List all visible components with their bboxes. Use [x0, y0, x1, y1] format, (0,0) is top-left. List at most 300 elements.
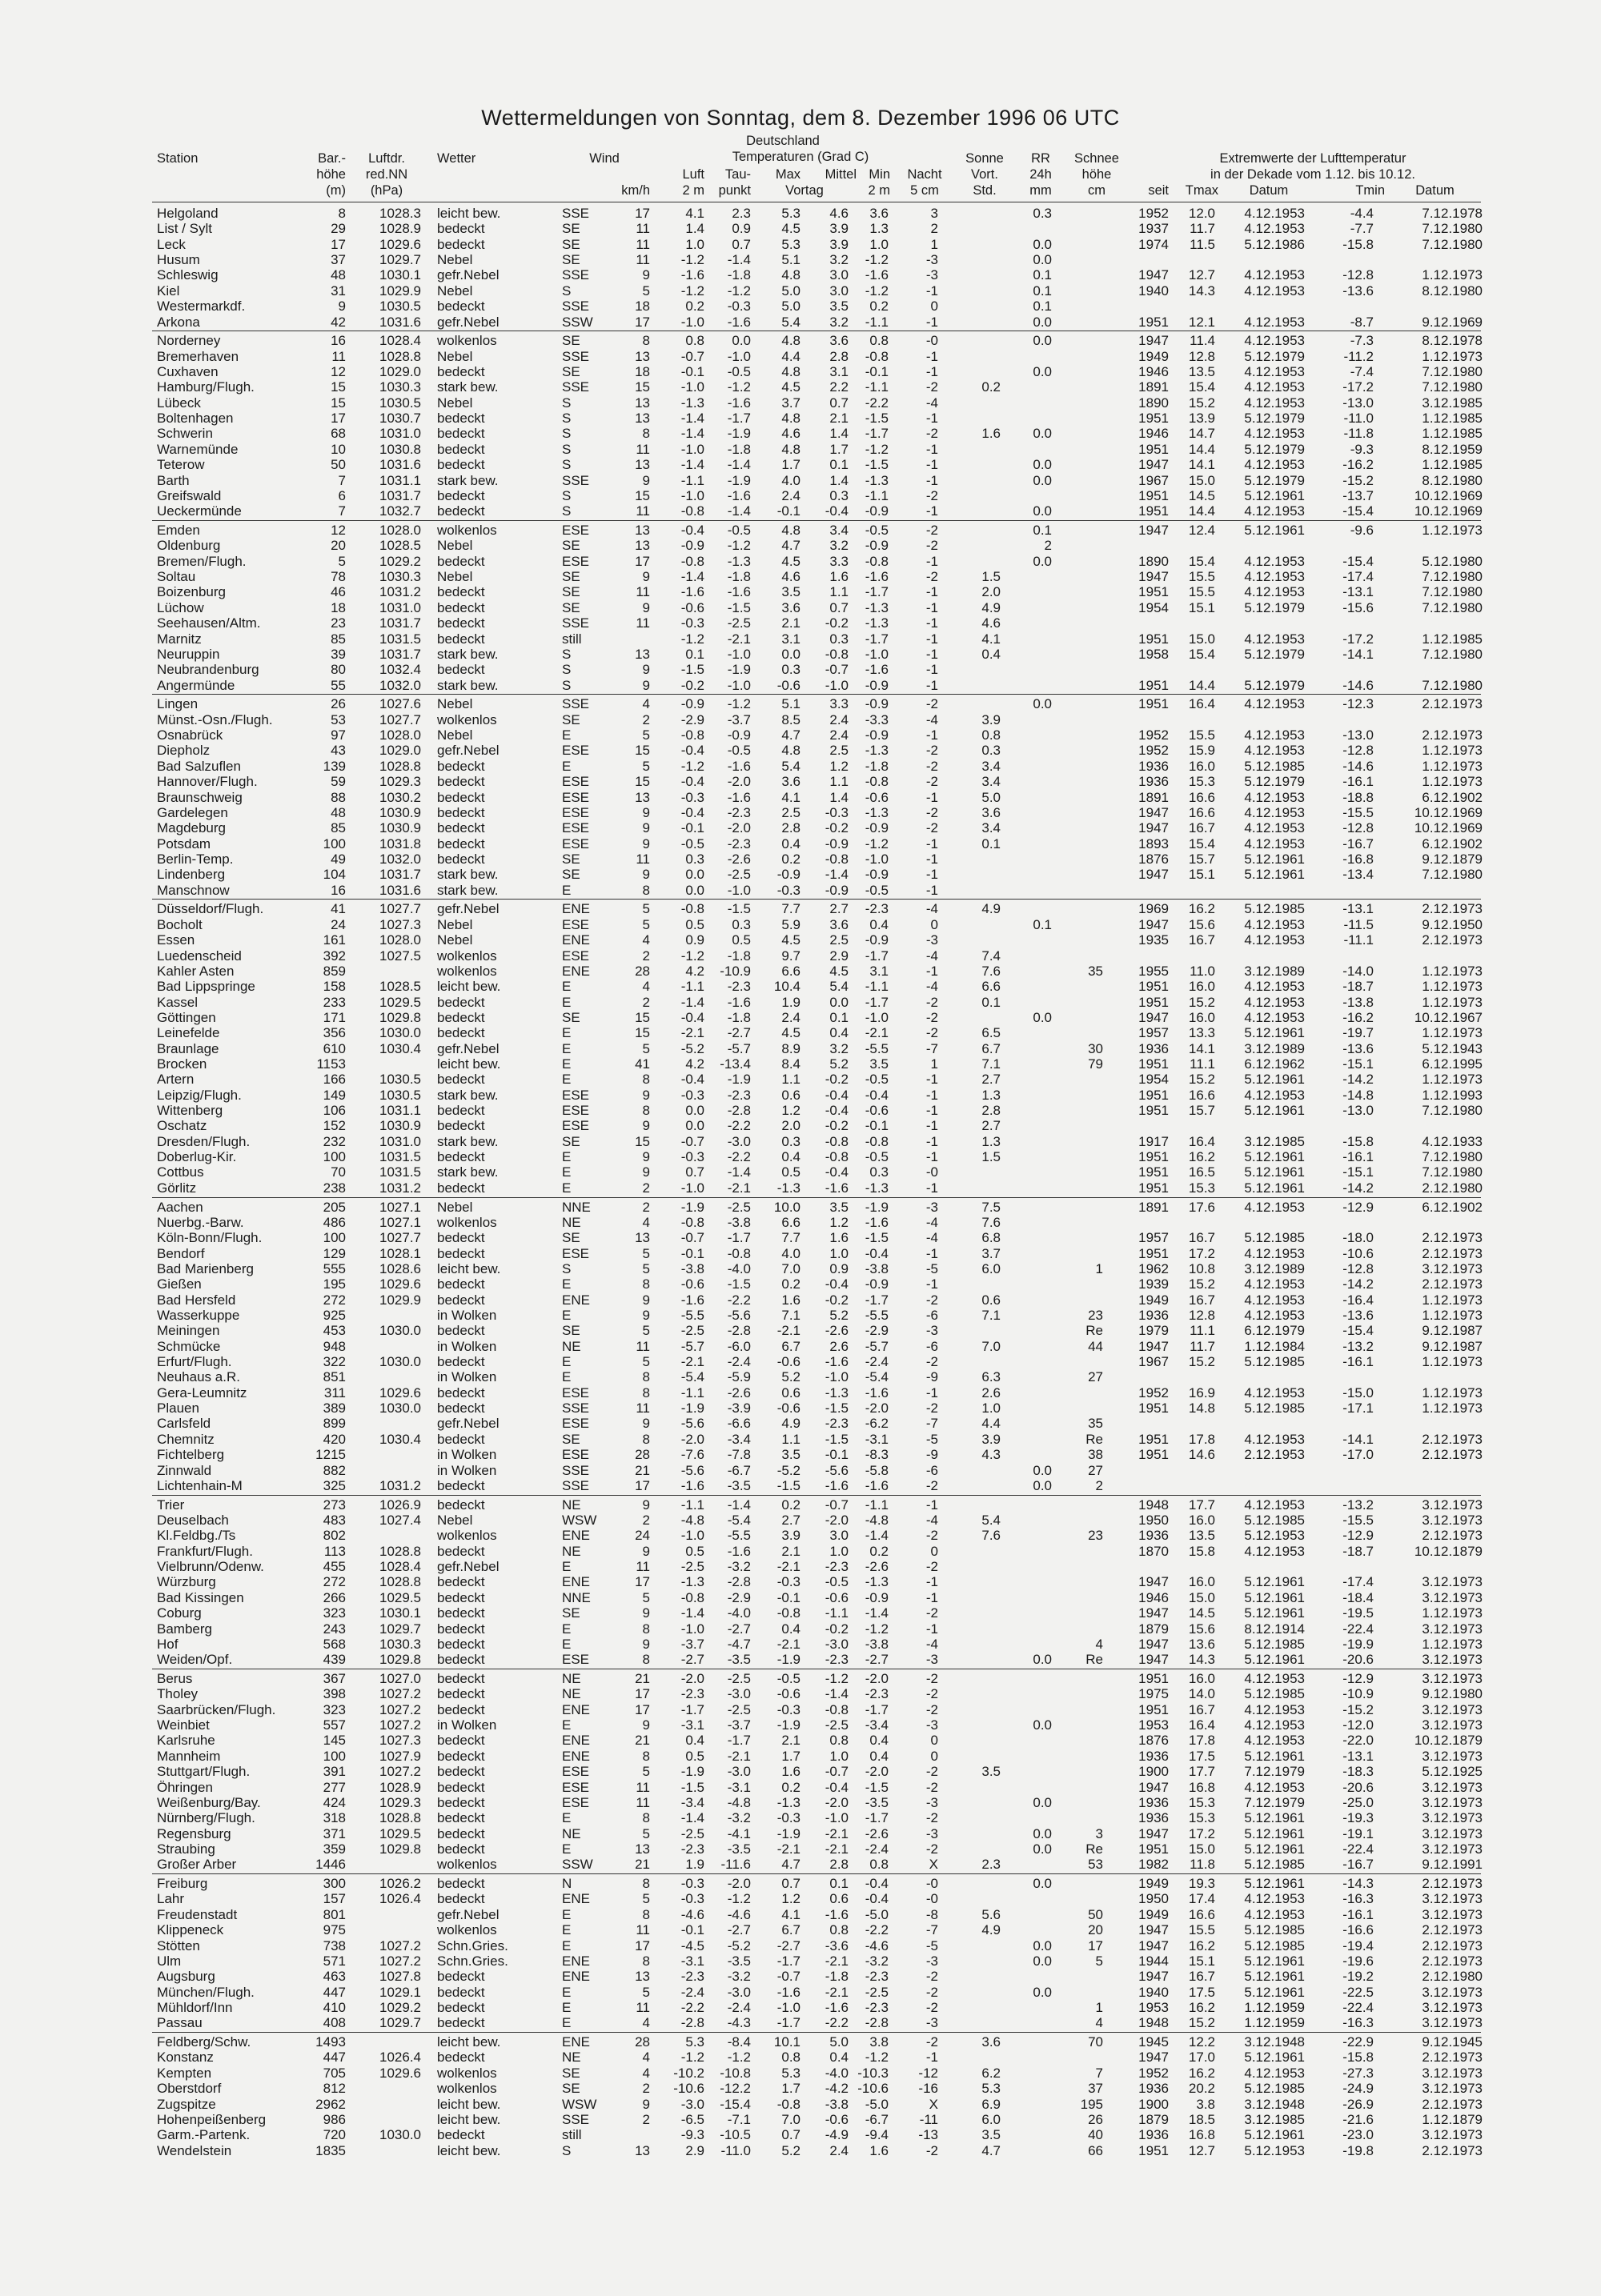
- cell-wetter: bedeckt: [437, 631, 485, 647]
- cell-max: -1.6: [776, 1984, 800, 2000]
- cell-luftdruck: 1027.6: [379, 696, 421, 712]
- cell-nacht: -2: [925, 1810, 938, 1826]
- cell-wetter: bedeckt: [437, 221, 485, 237]
- cell-luftdruck: 1030.9: [379, 804, 421, 820]
- cell-datum-max: 4.12.1953: [1244, 379, 1305, 395]
- cell-tmin: -15.2: [1342, 472, 1374, 488]
- cell-max: -1.0: [776, 1999, 800, 2015]
- cell-wind-dir: ENE: [562, 932, 590, 948]
- cell-station: Barth: [157, 472, 190, 488]
- cell-bar-hoehe: 205: [323, 1199, 346, 1215]
- header-dekade: in der Dekade vom 1.12. bis 10.12.: [1210, 167, 1415, 182]
- cell-wind-speed: 13: [635, 1969, 650, 1985]
- cell-taupunkt: 2.3: [732, 206, 751, 221]
- cell-sonne: 4.4: [981, 1416, 1001, 1432]
- cell-datum-min: 1.12.1973: [1422, 1605, 1483, 1621]
- cell-bar-hoehe: 39: [331, 646, 346, 662]
- cell-nacht: -1: [925, 1118, 938, 1134]
- cell-station: Cuxhaven: [157, 364, 219, 379]
- cell-taupunkt: -1.2: [727, 538, 751, 554]
- cell-luftdruck: 1029.8: [379, 1841, 421, 1857]
- cell-mittel: 2.8: [829, 348, 849, 364]
- cell-sonne: 7.6: [981, 1528, 1001, 1544]
- cell-tmin: -12.9: [1342, 1528, 1374, 1544]
- cell-max: 4.4: [781, 348, 800, 364]
- cell-schnee: 70: [1088, 2034, 1103, 2050]
- cell-station: Chemnitz: [157, 1431, 215, 1447]
- cell-datum-max: 5.12.1961: [1244, 1164, 1305, 1180]
- cell-tmin: -15.8: [1342, 2050, 1374, 2066]
- cell-nacht: -1: [925, 963, 938, 979]
- cell-luftdruck: 1027.1: [379, 1214, 421, 1230]
- cell-wind-speed: 9: [642, 1308, 650, 1323]
- cell-seit: 1979: [1138, 1323, 1169, 1339]
- cell-sonne: 5.3: [981, 2081, 1001, 2097]
- cell-bar-hoehe: 5: [338, 553, 346, 569]
- cell-tmin: -22.4: [1342, 1621, 1374, 1637]
- cell-sonne: 6.2: [981, 2065, 1001, 2081]
- cell-wetter: Nebel: [437, 348, 473, 364]
- cell-luft: -1.2: [680, 631, 704, 647]
- cell-min: -2.3: [865, 901, 889, 917]
- cell-station: Stötten: [157, 1937, 200, 1953]
- cell-wind-speed: 9: [642, 1149, 650, 1164]
- cell-wind-dir: ESE: [562, 948, 590, 964]
- cell-luftdruck: 1031.1: [379, 472, 421, 488]
- cell-station: Aachen: [157, 1199, 203, 1215]
- cell-taupunkt: -1.4: [727, 1164, 751, 1180]
- cell-mittel: 0.7: [829, 599, 849, 615]
- cell-wind-speed: 15: [635, 774, 650, 790]
- cell-seit: 1953: [1138, 1999, 1169, 2015]
- cell-datum-max: 5.12.1979: [1244, 348, 1305, 364]
- cell-wind-speed: 11: [636, 851, 650, 867]
- cell-taupunkt: -4.0: [727, 1605, 751, 1621]
- cell-station: Konstanz: [157, 2050, 214, 2066]
- cell-tmin: -15.5: [1342, 1513, 1374, 1528]
- cell-datum-max: 5.12.1961: [1244, 1876, 1305, 1892]
- cell-wetter: bedeckt: [437, 1748, 485, 1764]
- cell-max: 3.6: [781, 599, 800, 615]
- cell-station: Bad Marienberg: [157, 1260, 254, 1276]
- cell-datum-max: 4.12.1953: [1244, 1891, 1305, 1907]
- cell-wetter: bedeckt: [437, 662, 485, 678]
- cell-bar-hoehe: 10: [331, 441, 346, 457]
- cell-bar-hoehe: 17: [331, 411, 346, 427]
- cell-station: Ulm: [157, 1953, 182, 1969]
- cell-luft: -0.8: [680, 1214, 704, 1230]
- cell-min: -1.1: [865, 979, 889, 995]
- cell-wetter: bedeckt: [437, 299, 485, 315]
- header-vort: Vort.: [971, 167, 998, 182]
- cell-wind-dir: NE: [562, 1686, 581, 1702]
- cell-min: -1.5: [865, 1230, 889, 1246]
- cell-seit: 1876: [1138, 1733, 1169, 1749]
- cell-max: 1.9: [781, 994, 800, 1010]
- cell-nacht: -1: [925, 631, 938, 647]
- cell-wind-speed: 11: [636, 1922, 650, 1938]
- cell-datum-max: 5.12.1961: [1244, 1589, 1305, 1605]
- cell-taupunkt: -1.7: [727, 1733, 751, 1749]
- cell-luftdruck: 1030.2: [379, 789, 421, 805]
- cell-station: Wasserkuppe: [157, 1308, 240, 1323]
- cell-tmin: -23.0: [1342, 2127, 1374, 2143]
- cell-max: 0.2: [781, 1497, 800, 1513]
- cell-max: 4.8: [781, 441, 800, 457]
- cell-nacht: -1: [925, 1180, 938, 1196]
- cell-wind-dir: E: [562, 1354, 572, 1369]
- cell-datum-min: 8.12.1959: [1422, 441, 1483, 457]
- cell-nacht: -1: [925, 1621, 938, 1637]
- cell-max: 0.2: [781, 851, 800, 867]
- cell-nacht: -1: [925, 599, 938, 615]
- cell-wetter: bedeckt: [437, 1102, 485, 1118]
- cell-mittel: 1.6: [829, 569, 849, 585]
- cell-datum-max: 5.12.1979: [1244, 677, 1305, 693]
- cell-max: -0.1: [776, 1589, 800, 1605]
- cell-wind-dir: E: [562, 1180, 572, 1196]
- cell-luft: -1.3: [680, 395, 704, 411]
- cell-tmax: 16.9: [1188, 1384, 1215, 1400]
- header-rednn: red.NN: [365, 167, 408, 182]
- cell-nacht: 0: [930, 299, 938, 315]
- cell-nacht: -1: [925, 457, 938, 473]
- cell-schnee: 30: [1088, 1040, 1103, 1056]
- cell-nacht: -1: [925, 441, 938, 457]
- cell-tmin: -9.6: [1350, 523, 1374, 538]
- cell-luftdruck: 1031.2: [379, 1477, 421, 1493]
- cell-luft: -0.9: [680, 538, 704, 554]
- cell-min: -1.7: [865, 426, 889, 442]
- cell-mittel: 3.6: [829, 916, 849, 932]
- cell-min: -1.6: [865, 1477, 889, 1493]
- cell-max: 4.8: [781, 411, 800, 427]
- cell-nacht: -3: [925, 1323, 938, 1339]
- cell-station: Bad Hersfeld: [157, 1292, 236, 1308]
- cell-tmin: -13.1: [1342, 584, 1374, 600]
- cell-station: Großer Arber: [157, 1857, 237, 1873]
- cell-luft: -3.4: [680, 1794, 704, 1810]
- cell-bar-hoehe: 55: [331, 677, 346, 693]
- cell-luft: -0.1: [680, 364, 704, 379]
- cell-luftdruck: 1031.0: [379, 1133, 421, 1149]
- cell-luft: -1.5: [680, 1779, 704, 1795]
- cell-taupunkt: -1.9: [727, 472, 751, 488]
- cell-mittel: 0.4: [829, 1025, 849, 1041]
- cell-max: 4.7: [781, 727, 800, 743]
- cell-min: -5.7: [865, 1338, 889, 1354]
- cell-taupunkt: -2.7: [727, 1922, 751, 1938]
- cell-datum-max: 5.12.1985: [1244, 1857, 1305, 1873]
- cell-wind-dir: SSE: [562, 2111, 590, 2127]
- cell-datum-max: 4.12.1953: [1244, 1245, 1305, 1261]
- cell-seit: 1947: [1138, 2050, 1169, 2066]
- cell-seit: 1947: [1138, 1779, 1169, 1795]
- cell-min: -2.3: [865, 1999, 889, 2015]
- cell-datum-max: 5.12.1953: [1244, 2142, 1305, 2158]
- cell-wind-dir: E: [562, 1149, 572, 1164]
- cell-station: Doberlug-Kir.: [157, 1149, 237, 1164]
- cell-datum-max: 4.12.1953: [1244, 1292, 1305, 1308]
- cell-bar-hoehe: 277: [323, 1779, 346, 1795]
- cell-min: -1.4: [865, 1528, 889, 1544]
- cell-wind-speed: 8: [642, 1431, 650, 1447]
- cell-tmin: -17.4: [1342, 569, 1374, 585]
- cell-nacht: -2: [925, 1605, 938, 1621]
- cell-taupunkt: -1.9: [727, 1072, 751, 1088]
- cell-max: 4.1: [781, 1906, 800, 1922]
- cell-max: 3.7: [781, 395, 800, 411]
- cell-luftdruck: 1027.2: [379, 1717, 421, 1733]
- cell-wind-dir: SSE: [562, 615, 590, 631]
- cell-max: 8.5: [781, 711, 800, 727]
- cell-bar-hoehe: 129: [323, 1245, 346, 1261]
- cell-luft: 0.5: [685, 916, 704, 932]
- cell-min: -3.4: [865, 1717, 889, 1733]
- cell-datum-min: 2.12.1973: [1422, 1447, 1483, 1463]
- cell-luft: 0.0: [685, 1102, 704, 1118]
- cell-tmax: 14.8: [1188, 1400, 1215, 1416]
- cell-nacht: -2: [925, 696, 938, 712]
- cell-luft: -6.5: [680, 2111, 704, 2127]
- cell-wind-speed: 28: [635, 963, 650, 979]
- cell-rr: 0.0: [1033, 1462, 1052, 1478]
- cell-max: 4.9: [781, 1416, 800, 1432]
- cell-nacht: -3: [925, 252, 938, 268]
- cell-station: Weißenburg/Bay.: [157, 1794, 261, 1810]
- cell-taupunkt: -3.2: [727, 1969, 751, 1985]
- cell-nacht: -1: [925, 1589, 938, 1605]
- cell-bar-hoehe: 392: [323, 948, 346, 964]
- cell-station: Husum: [157, 252, 200, 268]
- cell-wind-speed: 13: [635, 538, 650, 554]
- cell-schnee: 79: [1088, 1056, 1103, 1072]
- cell-datum-min: 7.12.1980: [1422, 646, 1483, 662]
- cell-wind-speed: 11: [636, 503, 650, 519]
- cell-max: 4.0: [781, 472, 800, 488]
- header-station: Station: [157, 151, 199, 166]
- cell-wind-dir: ESE: [562, 1087, 590, 1103]
- cell-wetter: bedeckt: [437, 1574, 485, 1590]
- cell-max: 4.5: [781, 553, 800, 569]
- cell-wind-dir: still: [562, 2127, 582, 2143]
- cell-wetter: bedeckt: [437, 1701, 485, 1717]
- cell-tmax: 17.0: [1188, 2050, 1215, 2066]
- cell-datum-max: 4.12.1953: [1244, 1431, 1305, 1447]
- cell-min: -0.5: [865, 882, 889, 898]
- cell-nacht: -1: [925, 727, 938, 743]
- cell-tmin: -15.4: [1342, 553, 1374, 569]
- cell-wind-speed: 9: [642, 677, 650, 693]
- cell-wind-speed: 17: [635, 1574, 650, 1590]
- cell-luft: -0.8: [680, 553, 704, 569]
- cell-mittel: -2.5: [825, 1717, 849, 1733]
- cell-nacht: -1: [925, 677, 938, 693]
- cell-station: Teterow: [157, 457, 205, 473]
- cell-tmax: 15.9: [1188, 743, 1215, 759]
- cell-seit: 1936: [1138, 1748, 1169, 1764]
- cell-sonne: 6.7: [981, 1040, 1001, 1056]
- cell-tmin: -14.2: [1342, 1072, 1374, 1088]
- cell-min: -1.6: [865, 1214, 889, 1230]
- cell-datum-min: 10.12.1879: [1414, 1733, 1483, 1749]
- cell-bar-hoehe: 1153: [316, 1056, 346, 1072]
- cell-taupunkt: -2.3: [727, 835, 751, 851]
- cell-min: -0.9: [865, 867, 889, 883]
- cell-mittel: -1.0: [825, 1810, 849, 1826]
- cell-sonne: 6.6: [981, 979, 1001, 995]
- cell-bar-hoehe: 49: [331, 851, 346, 867]
- cell-tmax: 15.4: [1188, 379, 1215, 395]
- cell-max: 4.7: [781, 1857, 800, 1873]
- cell-sonne: 5.0: [981, 789, 1001, 805]
- cell-wind-speed: 5: [642, 1354, 650, 1369]
- cell-schnee: 35: [1088, 1416, 1103, 1432]
- cell-taupunkt: -4.8: [727, 1794, 751, 1810]
- cell-taupunkt: -6.0: [727, 1338, 751, 1354]
- cell-wind-speed: 11: [636, 1338, 650, 1354]
- cell-tmin: -14.1: [1342, 1431, 1374, 1447]
- cell-bar-hoehe: 232: [323, 1133, 346, 1149]
- header-max: Max: [775, 167, 800, 182]
- cell-mittel: 0.9: [829, 1260, 849, 1276]
- cell-nacht: -2: [925, 1841, 938, 1857]
- cell-luftdruck: 1027.2: [379, 1953, 421, 1969]
- cell-datum-min: 6.12.1995: [1422, 1056, 1483, 1072]
- cell-sonne: 3.6: [981, 2034, 1001, 2050]
- cell-mittel: 1.7: [829, 441, 849, 457]
- cell-seit: 1951: [1138, 1056, 1169, 1072]
- cell-datum-max: 5.12.1986: [1244, 236, 1305, 252]
- cell-schnee: 27: [1088, 1369, 1103, 1385]
- cell-datum-min: 4.12.1933: [1422, 1133, 1483, 1149]
- cell-max: 6.7: [781, 1922, 800, 1938]
- cell-datum-max: 5.12.1961: [1244, 1969, 1305, 1985]
- cell-datum-max: 4.12.1953: [1244, 1276, 1305, 1292]
- cell-tmax: 14.6: [1188, 1447, 1215, 1463]
- cell-nacht: -2: [925, 426, 938, 442]
- cell-tmin: -15.6: [1342, 599, 1374, 615]
- cell-rr: 0.0: [1033, 1794, 1052, 1810]
- cell-seit: 1944: [1138, 1953, 1169, 1969]
- cell-seit: 1951: [1138, 1671, 1169, 1686]
- cell-min: -1.9: [865, 1199, 889, 1215]
- cell-seit: 1936: [1138, 1308, 1169, 1323]
- cell-station: Kahler Asten: [157, 963, 235, 979]
- cell-tmax: 15.2: [1188, 1072, 1215, 1088]
- cell-datum-min: 2.12.1973: [1422, 2142, 1483, 2158]
- cell-rr: 2: [1044, 538, 1052, 554]
- cell-tmax: 15.5: [1188, 584, 1215, 600]
- cell-luft: 0.8: [685, 333, 704, 349]
- cell-seit: 1936: [1138, 1794, 1169, 1810]
- cell-datum-max: 3.12.1985: [1244, 2111, 1305, 2127]
- cell-nacht: -1: [925, 1276, 938, 1292]
- cell-nacht: -2: [925, 1764, 938, 1780]
- cell-wind-speed: 8: [642, 1876, 650, 1892]
- cell-seit: 1949: [1138, 1292, 1169, 1308]
- cell-max: 2.1: [781, 1543, 800, 1559]
- cell-station: Schwerin: [157, 426, 213, 442]
- cell-station: Weinbiet: [157, 1717, 210, 1733]
- cell-luft: 0.2: [685, 299, 704, 315]
- cell-min: 0.4: [869, 1748, 889, 1764]
- cell-tmax: 15.7: [1188, 851, 1215, 867]
- cell-wind-speed: 8: [642, 1652, 650, 1668]
- cell-datum-max: 5.12.1979: [1244, 774, 1305, 790]
- cell-tmax: 15.5: [1188, 569, 1215, 585]
- cell-nacht: -3: [925, 1652, 938, 1668]
- cell-min: 0.4: [869, 1733, 889, 1749]
- cell-luft: -2.9: [680, 711, 704, 727]
- cell-datum-max: 4.12.1953: [1244, 282, 1305, 299]
- cell-taupunkt: -0.9: [727, 727, 751, 743]
- cell-mittel: -0.4: [825, 1779, 849, 1795]
- cell-datum-max: 4.12.1953: [1244, 916, 1305, 932]
- cell-wind-dir: ESE: [562, 916, 590, 932]
- cell-tmax: 12.7: [1188, 267, 1215, 283]
- cell-taupunkt: -2.1: [727, 631, 751, 647]
- cell-max: 2.4: [781, 1009, 800, 1025]
- cell-luft: -1.4: [680, 411, 704, 427]
- cell-bar-hoehe: 12: [331, 523, 346, 538]
- cell-wind-speed: 17: [635, 1477, 650, 1493]
- group-separator: [152, 1495, 1481, 1496]
- cell-station: Lübeck: [157, 395, 201, 411]
- cell-bar-hoehe: 17: [331, 236, 346, 252]
- cell-wetter: bedeckt: [437, 1605, 485, 1621]
- cell-datum-max: 3.12.1948: [1244, 2096, 1305, 2112]
- cell-wind-dir: SE: [562, 599, 580, 615]
- cell-tmin: -16.1: [1342, 1906, 1374, 1922]
- cell-tmax: 15.6: [1188, 1621, 1215, 1637]
- cell-mittel: -1.0: [825, 1369, 849, 1385]
- cell-min: -10.3: [857, 2065, 889, 2081]
- cell-luftdruck: 1031.5: [379, 631, 421, 647]
- cell-datum-min: 2.12.1973: [1422, 1922, 1483, 1938]
- cell-rr: 0.0: [1033, 333, 1052, 349]
- cell-datum-min: 1.12.1973: [1422, 1354, 1483, 1369]
- cell-tmax: 15.1: [1188, 599, 1215, 615]
- cell-taupunkt: -3.5: [727, 1953, 751, 1969]
- cell-min: -0.9: [865, 820, 889, 836]
- cell-mittel: -1.5: [825, 1431, 849, 1447]
- cell-luftdruck: 1029.5: [379, 1825, 421, 1841]
- cell-tmax: 11.4: [1190, 333, 1215, 349]
- cell-datum-min: 9.12.1969: [1422, 314, 1483, 330]
- cell-min: -0.1: [865, 364, 889, 379]
- cell-tmin: -16.2: [1342, 457, 1374, 473]
- cell-wind-speed: 18: [635, 364, 650, 379]
- cell-wind-dir: SSW: [562, 314, 593, 330]
- cell-schnee: 7: [1095, 2065, 1103, 2081]
- cell-luft: 1.0: [685, 236, 704, 252]
- cell-tmin: -20.6: [1342, 1652, 1374, 1668]
- cell-datum-max: 6.12.1962: [1244, 1056, 1305, 1072]
- cell-wetter: leicht bew.: [437, 2096, 501, 2112]
- cell-taupunkt: -1.5: [727, 599, 751, 615]
- cell-mittel: -2.3: [825, 1416, 849, 1432]
- cell-taupunkt: -2.5: [727, 615, 751, 631]
- cell-tmax: 15.0: [1188, 472, 1215, 488]
- cell-wetter: stark bew.: [437, 1164, 499, 1180]
- cell-luftdruck: 1029.3: [379, 774, 421, 790]
- cell-datum-max: 4.12.1953: [1244, 979, 1305, 995]
- cell-luftdruck: 1031.5: [379, 1164, 421, 1180]
- cell-station: Wendelstein: [157, 2142, 232, 2158]
- cell-luft: -1.2: [680, 948, 704, 964]
- cell-datum-max: 5.12.1961: [1244, 2050, 1305, 2066]
